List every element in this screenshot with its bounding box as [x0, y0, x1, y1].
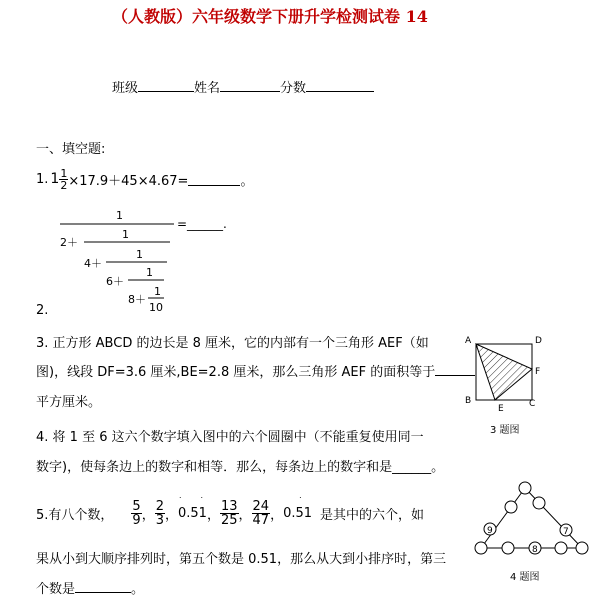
- score-label: 分数: [280, 81, 307, 96]
- q5-f1-den: 9: [132, 512, 141, 528]
- q4-circle-right-1: [533, 497, 545, 509]
- q4-circle-number-left: 9: [487, 526, 493, 536]
- q4-circle-bottom-3: [555, 542, 567, 554]
- q2-continued-fraction: [40, 204, 260, 324]
- q5-repeating-2-text: 0.51: [283, 505, 313, 521]
- q1-number: 1.: [36, 171, 49, 187]
- q2-one-d: 1: [146, 266, 153, 279]
- q5-f2-den: 3: [155, 512, 164, 528]
- q4-circle-bottom-right: [576, 542, 588, 554]
- q1-whole: 1: [50, 171, 60, 187]
- q1-expression: ×17.9＋45×4.67=: [68, 173, 189, 189]
- q1-end: 。: [240, 173, 254, 189]
- q2-equals: =______.: [177, 217, 227, 231]
- q5-f3-den: 25: [220, 512, 238, 528]
- q5-end: 。: [131, 582, 145, 597]
- q5-fraction-2: [155, 500, 165, 527]
- q5-comma-4: ，: [238, 507, 252, 523]
- q1-fraction-numerator: 1: [60, 166, 68, 180]
- q4-line-2: 数字)，使每条边上的数字和相等．那么，每条边上的数字和是______。: [36, 460, 445, 475]
- q5-fraction-1: [131, 500, 141, 527]
- q2-one-c: 1: [136, 248, 143, 261]
- q3-figure: [458, 330, 548, 440]
- q3-line-2: 图)，线段 DF=3.6 厘米,BE=2.8 厘米，那么三角形 AEF 的面积等于: [36, 365, 436, 380]
- q5-comma-3: ，: [206, 507, 220, 523]
- student-info-line: [112, 77, 374, 96]
- q3-label-c: C: [529, 399, 536, 409]
- q5-fraction-4: [252, 500, 271, 527]
- q2-eight-plus: 8＋: [128, 293, 146, 306]
- q3-label-d: D: [535, 336, 542, 346]
- page-title: （人教版）六年级数学下册升学检测试卷 14: [112, 7, 428, 26]
- q5-f4-num: 24: [252, 498, 270, 514]
- q3-line-1: 3. 正方形 ABCD 的边长是 8 厘米，它的内部有一个三角形 AEF（如: [36, 336, 429, 351]
- q2-number: 2.: [36, 303, 49, 318]
- q1-fraction: [59, 168, 68, 191]
- q5-line-3-wrap: [36, 576, 144, 603]
- section-heading: 一、填空题:: [36, 142, 106, 157]
- q5-prefix: 5.有八个数，: [36, 507, 114, 523]
- q4-circle-left-1: [505, 501, 517, 513]
- question-1: [36, 162, 253, 196]
- q3-line-2-wrap: [36, 359, 475, 386]
- q2-six-plus: 6＋: [106, 275, 124, 288]
- q1-fraction-denominator: 2: [60, 178, 68, 192]
- q5-comma-5: ，: [270, 507, 284, 523]
- q5-fraction-3: [220, 500, 239, 527]
- q5-line-3: 个数是: [36, 582, 76, 597]
- q5-repeating-1-dots: ˙˙: [178, 496, 221, 507]
- q3-triangle-aef: [476, 344, 532, 400]
- q3-label-e: E: [498, 404, 504, 414]
- q5-f4-den: 47: [252, 512, 270, 528]
- q3-label-f: F: [535, 367, 541, 377]
- q5-repeating-1: [178, 496, 221, 521]
- score-blank[interactable]: [306, 79, 374, 92]
- q1-answer-blank[interactable]: [188, 173, 240, 186]
- q4-circle-bottom-left: [475, 542, 487, 554]
- q3-caption: 3 题图: [490, 425, 520, 436]
- q5-comma-1: ，: [141, 507, 155, 523]
- q5-f2-num: 2: [155, 498, 164, 514]
- q4-circle-bottom-1: [502, 542, 514, 554]
- name-blank[interactable]: [220, 79, 280, 92]
- q4-left-edge: [481, 488, 525, 548]
- q3-line-3: 平方厘米。: [36, 395, 102, 410]
- q3-label-a: A: [465, 336, 472, 346]
- q4-circle-number-bottom: 8: [532, 545, 538, 555]
- q5-repeating-2: [283, 496, 313, 521]
- q4-right-edge: [525, 488, 582, 548]
- q2-one-e: 1: [154, 285, 161, 298]
- q4-caption: 4 题图: [510, 572, 540, 583]
- q3-label-b: B: [465, 396, 472, 406]
- q5-line-1: [36, 493, 424, 533]
- q5-repeating-1-text: 0.51: [178, 505, 207, 521]
- q2-top-one: 1: [116, 209, 123, 222]
- q4-circle-top: [519, 482, 531, 494]
- name-label: 姓名: [194, 81, 221, 96]
- class-blank[interactable]: [138, 79, 194, 92]
- q2-one-b: 1: [122, 228, 129, 241]
- q5-answer-blank[interactable]: [75, 580, 131, 593]
- q5-suffix: 是其中的六个，如: [320, 507, 425, 523]
- q5-f1-num: 5: [132, 498, 141, 514]
- q5-repeating-2-dot: ˙: [298, 496, 303, 507]
- q2-two-plus: 2＋: [60, 236, 78, 249]
- q5-line-2: 果从小到大顺序排列时，第五个数是 0.51，那么从大到小排序时，第三: [36, 552, 447, 567]
- class-label: 班级: [112, 81, 139, 96]
- q2-four-plus: 4＋: [84, 257, 102, 270]
- q4-figure: [462, 476, 612, 591]
- q4-circle-number-right: 7: [563, 527, 569, 537]
- q5-comma-2: ，: [164, 507, 178, 523]
- q5-f3-num: 13: [220, 498, 238, 514]
- q2-ten: 10: [149, 301, 163, 314]
- q4-line-1: 4. 将 1 至 6 这六个数字填入图中的六个圆圈中（不能重复使用同一: [36, 430, 424, 445]
